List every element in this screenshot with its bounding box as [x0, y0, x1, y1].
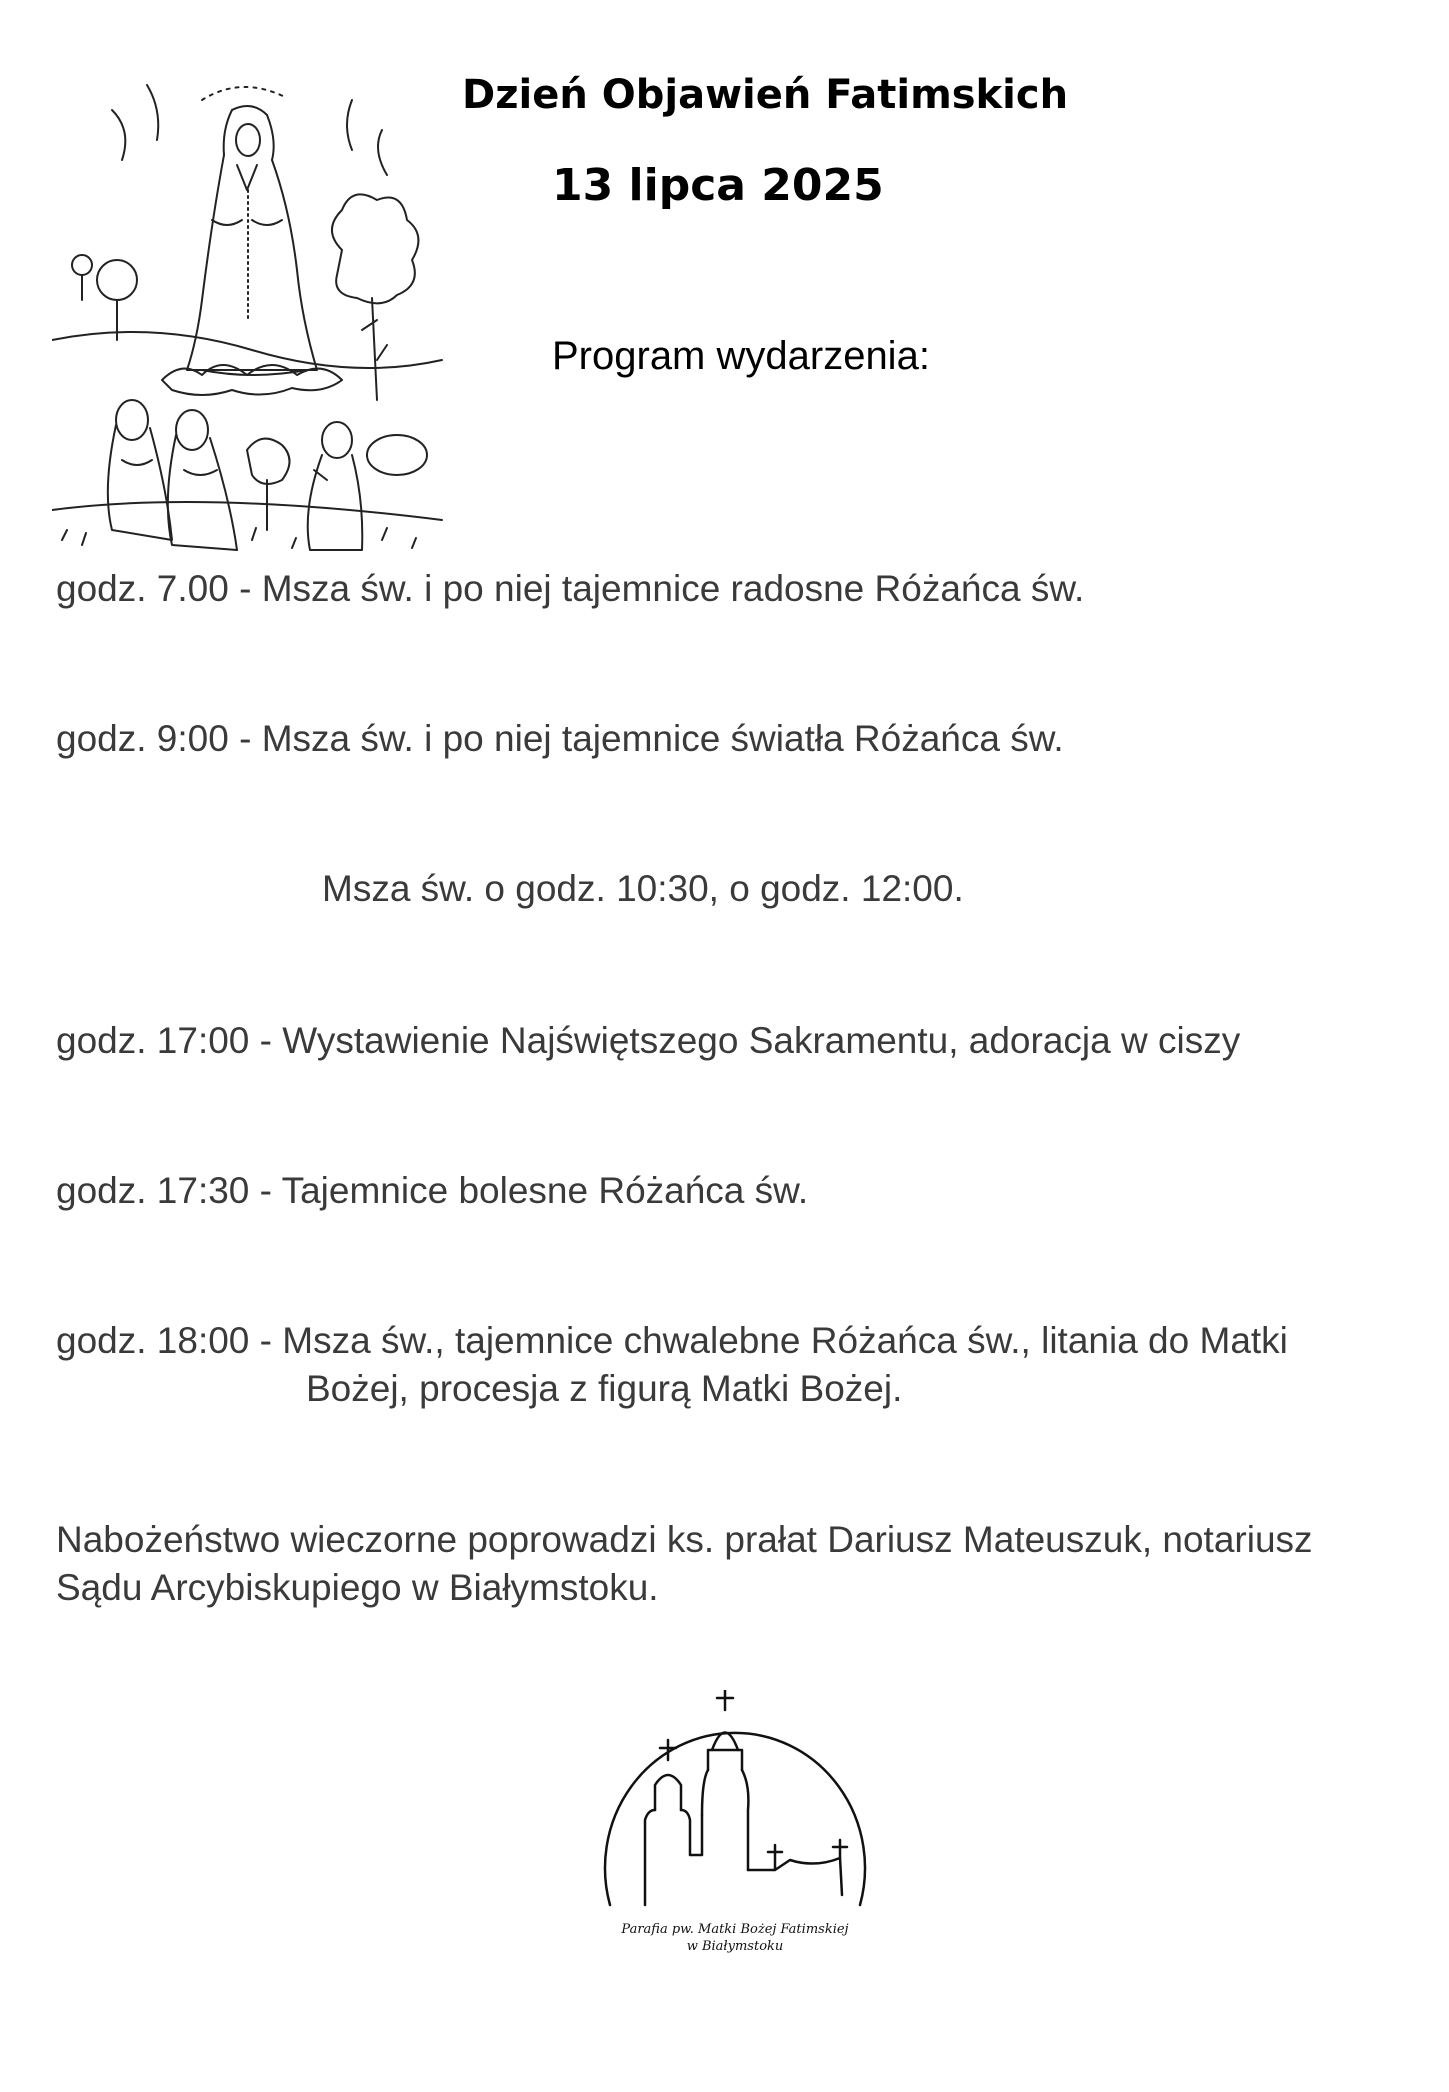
- closing-line: Nabożeństwo wieczorne poprowadzi ks. prałat Dariusz Mateuszuk, notariusz: [56, 1519, 1313, 1560]
- schedule-desc: Wystawienie Najświętszego Sakramentu, adoracja w ciszy: [282, 1020, 1241, 1061]
- event-date: 13 lipca 2025: [552, 160, 884, 211]
- parish-logo-icon: [590, 1690, 880, 1980]
- schedule-time: godz. 7.00 -: [56, 568, 262, 609]
- schedule-item: [56, 1168, 808, 1214]
- closing-line: Sądu Arcybiskupiego w Białymstoku.: [56, 1567, 659, 1608]
- schedule-time: godz. 17:00 -: [56, 1020, 283, 1061]
- schedule-desc: Msza św. i po niej tajemnice radosne Różańca św.: [261, 568, 1085, 609]
- our-lady-of-fatima-drawing-icon: [52, 70, 444, 560]
- schedule-item: [56, 566, 1084, 612]
- schedule-desc: Tajemnice bolesne Różańca św.: [281, 1170, 809, 1211]
- logo-text-line1: Parafia pw. Matki Bożej Fatimskiej: [621, 1922, 849, 1937]
- program-heading: Program wydarzenia:: [552, 334, 930, 378]
- schedule-time: godz. 9:00 -: [56, 718, 262, 759]
- schedule-centered-note: Msza św. o godz. 10:30, o godz. 12:00.: [322, 868, 964, 909]
- closing-paragraph: [56, 1516, 1416, 1612]
- schedule-desc: Msza św. i po niej tajemnice światła Różańca św.: [261, 718, 1064, 759]
- logo-text-line2: w Białymstoku: [686, 1939, 784, 1954]
- schedule-time: godz. 18:00 -: [56, 1320, 283, 1361]
- schedule-item: [56, 1318, 1288, 1364]
- page-title: Dzień Objawień Fatimskich: [462, 72, 1069, 118]
- schedule-desc-continuation: Bożej, procesja z figurą Matki Bożej.: [306, 1368, 903, 1409]
- schedule-item: [56, 1018, 1240, 1064]
- schedule-desc: Msza św., tajemnice chwalebne Różańca św., litania do Matki: [282, 1320, 1288, 1361]
- schedule-time: godz. 17:30 -: [56, 1170, 282, 1211]
- schedule-item: [56, 716, 1064, 762]
